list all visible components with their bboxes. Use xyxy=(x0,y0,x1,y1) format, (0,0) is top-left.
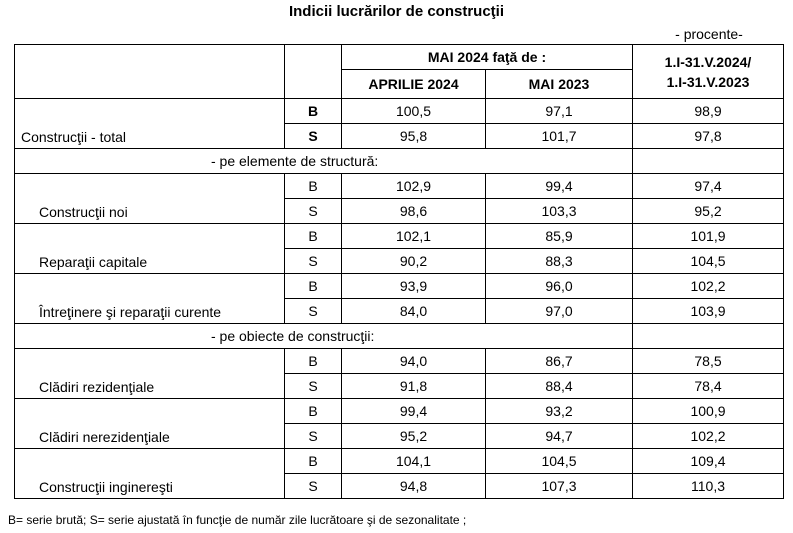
value-cell: 104,5 xyxy=(486,449,633,474)
section-structure: - pe elemente de structură: xyxy=(15,149,633,174)
value-cell: 95,2 xyxy=(342,424,486,449)
series-code: S xyxy=(285,424,342,449)
header-col2: MAI 2023 xyxy=(486,70,633,99)
value-cell: 104,1 xyxy=(342,449,486,474)
value-cell: 104,5 xyxy=(633,249,784,274)
row-label: Construcţii noi xyxy=(15,174,285,224)
value-cell: 88,3 xyxy=(486,249,633,274)
value-cell: 91,8 xyxy=(342,374,486,399)
value-cell: 110,3 xyxy=(633,474,784,499)
series-code: S xyxy=(285,249,342,274)
series-code: S xyxy=(285,299,342,324)
row-label: Întreţinere şi reparaţii curente xyxy=(15,274,285,324)
value-cell: 101,7 xyxy=(486,124,633,149)
series-code: B xyxy=(285,274,342,299)
series-code: S xyxy=(285,474,342,499)
value-cell: 100,5 xyxy=(342,99,486,124)
table-row xyxy=(15,99,784,124)
section-row xyxy=(15,324,784,349)
series-code: S xyxy=(285,124,342,149)
value-cell: 97,4 xyxy=(633,174,784,199)
value-cell: 90,2 xyxy=(342,249,486,274)
table-title: Indicii lucrărilor de construcţii xyxy=(288,3,505,20)
header-col1: APRILIE 2024 xyxy=(342,70,486,99)
value-cell: 86,7 xyxy=(486,349,633,374)
indices-table xyxy=(14,44,784,499)
value-cell: 98,6 xyxy=(342,199,486,224)
header-cumulative xyxy=(633,45,784,99)
value-cell: 94,7 xyxy=(486,424,633,449)
value-cell: 93,2 xyxy=(486,399,633,424)
row-label: Reparaţii capitale xyxy=(15,224,285,274)
value-cell: 93,9 xyxy=(342,274,486,299)
section-empty xyxy=(633,149,784,174)
value-cell: 102,2 xyxy=(633,274,784,299)
value-cell: 100,9 xyxy=(633,399,784,424)
value-cell: 101,9 xyxy=(633,224,784,249)
section-empty xyxy=(633,324,784,349)
series-code: B xyxy=(285,449,342,474)
value-cell: 98,9 xyxy=(633,99,784,124)
value-cell: 78,5 xyxy=(633,349,784,374)
value-cell: 99,4 xyxy=(342,399,486,424)
header-empty-series xyxy=(285,45,342,99)
series-code: B xyxy=(285,349,342,374)
series-code: B xyxy=(285,174,342,199)
value-cell: 107,3 xyxy=(486,474,633,499)
value-cell: 103,3 xyxy=(486,199,633,224)
series-code: S xyxy=(285,199,342,224)
value-cell: 102,1 xyxy=(342,224,486,249)
footnote: B= serie brută; S= serie ajustată în funcţie de număr zile lucrătoare şi de sezonalitate ; xyxy=(8,513,467,527)
header-cumulative-line2: 1.I-31.V.2023 xyxy=(666,73,750,90)
row-label: Clădiri rezidenţiale xyxy=(15,349,285,399)
series-code: S xyxy=(285,374,342,399)
table-row xyxy=(15,174,784,199)
header-cumulative-line1: 1.I-31.V.2024/ xyxy=(664,53,752,70)
table-row xyxy=(15,399,784,424)
value-cell: 103,9 xyxy=(633,299,784,324)
row-label: Clădiri nerezidenţiale xyxy=(15,399,285,449)
value-cell: 96,0 xyxy=(486,274,633,299)
value-cell: 84,0 xyxy=(342,299,486,324)
value-cell: 85,9 xyxy=(486,224,633,249)
series-code: B xyxy=(285,399,342,424)
value-cell: 109,4 xyxy=(633,449,784,474)
value-cell: 95,2 xyxy=(633,199,784,224)
value-cell: 102,2 xyxy=(633,424,784,449)
value-cell: 95,8 xyxy=(342,124,486,149)
table-row xyxy=(15,449,784,474)
table-row xyxy=(15,349,784,374)
value-cell: 97,8 xyxy=(633,124,784,149)
header-group: MAI 2024 faţă de : xyxy=(342,45,633,70)
section-objects: - pe obiecte de construcţii: xyxy=(15,324,633,349)
table-row xyxy=(15,274,784,299)
series-code: B xyxy=(285,99,342,124)
value-cell: 99,4 xyxy=(486,174,633,199)
value-cell: 88,4 xyxy=(486,374,633,399)
header-row xyxy=(15,45,784,70)
section-row xyxy=(15,149,784,174)
row-label: Construcţii inginereşti xyxy=(15,449,285,499)
value-cell: 94,0 xyxy=(342,349,486,374)
value-cell: 97,1 xyxy=(486,99,633,124)
unit-label: - procente- xyxy=(675,26,743,42)
table-row xyxy=(15,224,784,249)
series-code: B xyxy=(285,224,342,249)
header-empty-label xyxy=(15,45,285,99)
row-label: Construcţii - total xyxy=(15,99,285,149)
value-cell: 78,4 xyxy=(633,374,784,399)
value-cell: 97,0 xyxy=(486,299,633,324)
value-cell: 94,8 xyxy=(342,474,486,499)
value-cell: 102,9 xyxy=(342,174,486,199)
